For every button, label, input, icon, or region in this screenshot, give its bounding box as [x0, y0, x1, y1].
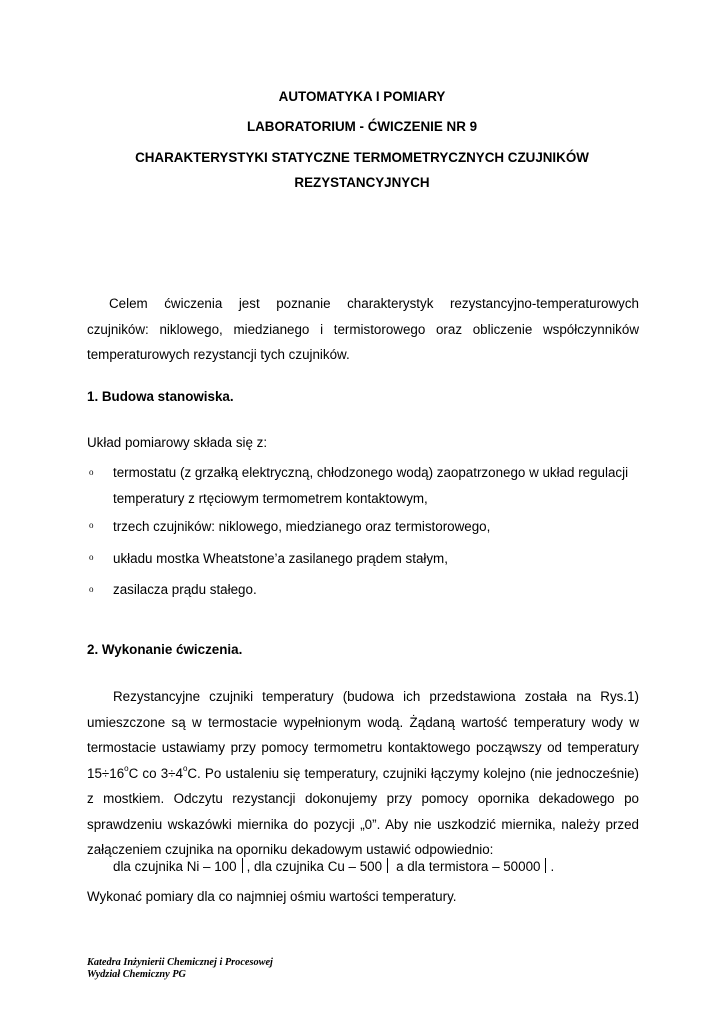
- ohm-unit-icon: [545, 858, 546, 873]
- closing-instruction: Wykonać pomiary dla co najmniej ośmiu wartości temperatury.: [87, 889, 457, 904]
- lab-title: LABORATORIUM - ĆWICZENIE NR 9: [246, 119, 478, 134]
- topic-title-line2: REZYSTANCYJNYCH: [294, 175, 430, 190]
- course-title: AUTOMATYKA I POMIARY: [278, 89, 446, 104]
- ohm-unit-icon: [387, 858, 388, 873]
- section2-heading: 2. Wykonanie ćwiczenia.: [87, 642, 243, 657]
- intro-paragraph: Celem ćwiczenia jest poznanie charakterystyk rezystancyjno-temperaturowych czujników: niklowego, miedzianego i termistorowego oraz obliczenie współczynników temperaturowych rezystancji tych czujników.: [87, 296, 639, 362]
- list-item: trzech czujników: niklowego, miedzianego oraz termistorowego,: [113, 519, 491, 534]
- topic-title-line1: CHARAKTERYSTYKI STATYCZNE TERMOMETRYCZNYCH CZUJNIKÓW: [135, 150, 589, 165]
- bullet-icon: o: [89, 520, 94, 530]
- section1-heading: 1. Budowa stanowiska.: [87, 389, 234, 404]
- list-item: termostatu (z grzałką elektryczną, chłodzonego wodą) zaopatrzonego w układ regulacji temperatury z rtęciowym termometrem kontaktowym,: [113, 465, 629, 506]
- bullet-icon: o: [89, 467, 94, 477]
- procedure-paragraph: Rezystancyjne czujniki temperatury (budowa ich przedstawiona została na Rys.1) umieszczone są w termostacie wypełnionym wodą. Żądaną wartość temperatury wody w termostacie ustawiamy przy pomocy termometru kontaktowego począwszy od temperatury $15\div 16^oC$ co $3\div 4^oC$. Po ustaleniu się temperatury, czujniki łączymy kolejno (nie jednocześnie) z mostkiem. Odczytu rezystancji dokonujemy przy pomocy opornika dekadowego po sprawdzeniu wskazówki miernika do pozycji „0”. Aby nie uszkodzić miernika, należy przed załączeniem czujnika na oporniku dekadowym ustawić odpowiednio:: [87, 689, 639, 857]
- footer-faculty: Wydział Chemiczny PG: [87, 969, 186, 980]
- footer-department: Katedra Inżynierii Chemicznej i Procesowej: [87, 957, 273, 968]
- list-item: układu mostka Wheatstone’a zasilanego prądem stałym,: [113, 551, 448, 566]
- bullet-icon: o: [89, 552, 94, 562]
- section1-lead: Układ pomiarowy składa się z:: [87, 435, 268, 450]
- ohm-unit-icon: [242, 858, 243, 873]
- resistor-settings-line: dla czujnika Ni – 100 , dla czujnika Cu – 500 a dla termistora – 50000 .: [113, 859, 555, 874]
- list-item: zasilacza prądu stałego.: [113, 582, 257, 597]
- bullet-icon: o: [89, 584, 94, 594]
